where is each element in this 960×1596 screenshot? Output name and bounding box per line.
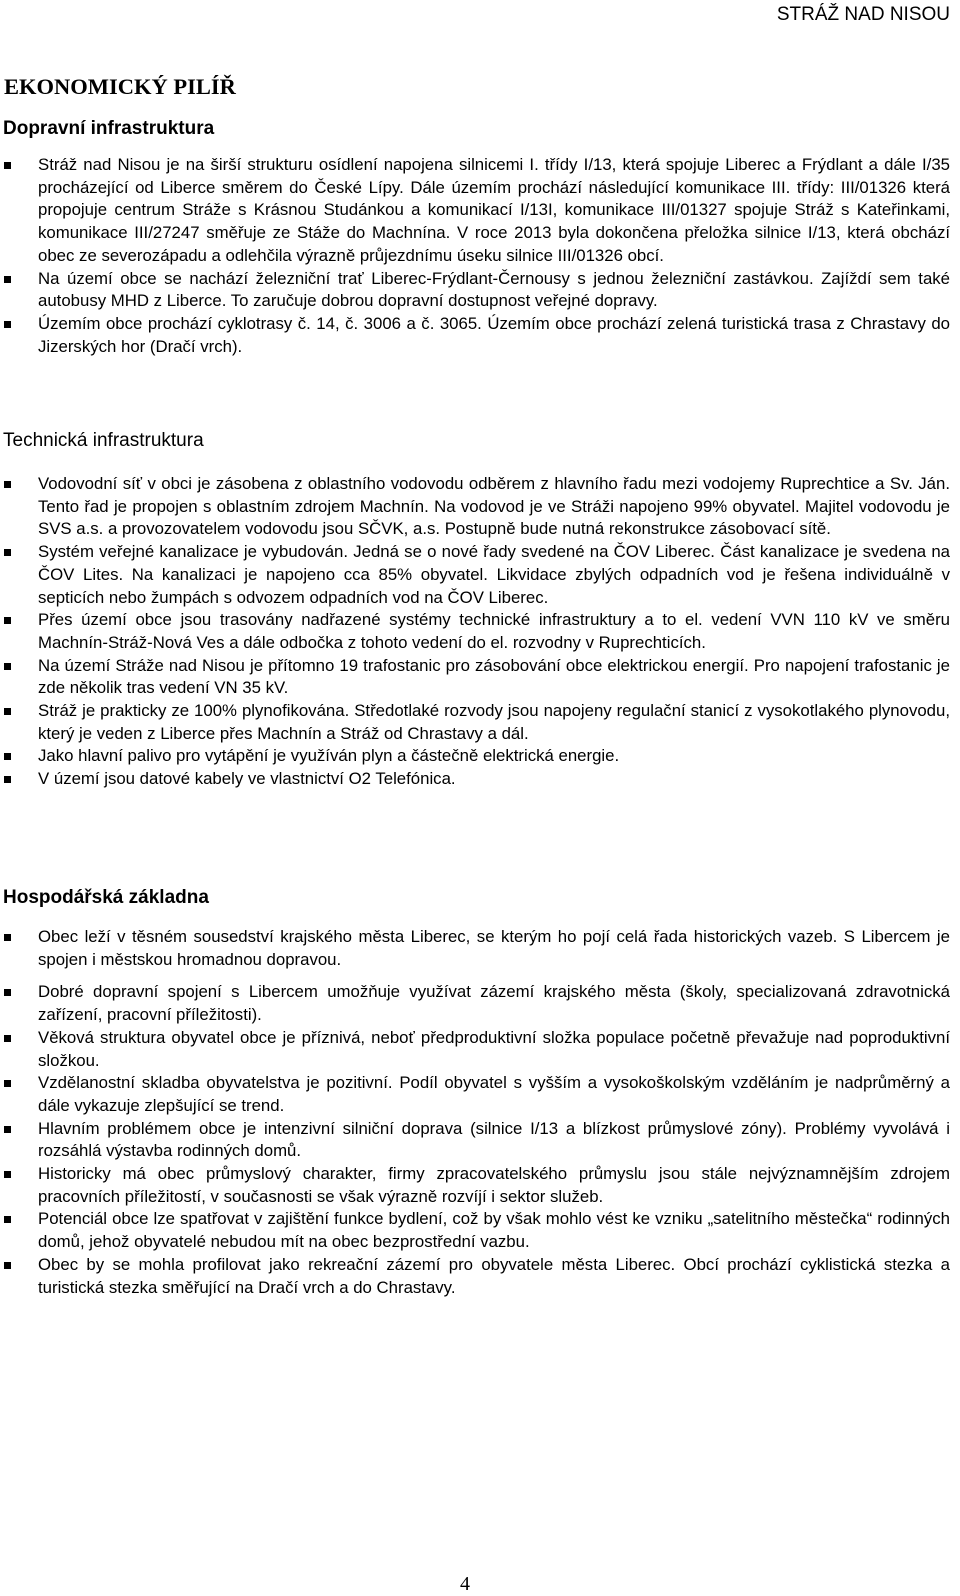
list-item-text: Stráž je prakticky ze 100% plynofikována. Středotlaké rozvody jsou napojeny regulační stanicí z vysokotlakého plynovodu, který je veden z Liberce přes Machnín a Stráž od Chrastavy a dál. [38,701,950,743]
economic-list [0,926,950,1299]
square-bullet-icon [4,1035,11,1042]
square-bullet-icon [4,1171,11,1178]
square-bullet-icon [4,481,11,488]
square-bullet-icon [4,549,11,556]
list-item [0,473,950,541]
list-item-text: Územím obce prochází cyklotrasy č. 14, č. 3006 a č. 3065. Územím obce prochází zelená turistická trasa z Chrastavy do Jizerských hor (Dračí vrch). [38,313,950,356]
list-item [0,745,950,768]
square-bullet-icon [4,1262,11,1269]
section-heading-technical: Technická infrastruktura [3,430,204,451]
square-bullet-icon [4,776,11,783]
list-item [0,154,950,268]
list-item-text: Přes území obce jsou trasovány nadřazené systémy technické infrastruktury a to el. vedení VVN 110 kV ve směru Machnín-Stráž-Nová Ves a dále odbočka z tohoto vedení do el. rozvodny v Ruprechticích. [38,610,950,652]
list-item-text: Věková struktura obyvatel obce je příznivá, neboť předproduktivní složka populace početně převažuje nad poproduktivní složkou. [38,1027,950,1070]
list-item [0,1027,950,1072]
list-item-text: Historicky má obec průmyslový charakter, firmy zpracovatelského průmyslu jsou stále nejvýznamnějším zdrojem pracovních příležitostí, v současnosti se však výrazně rozvíjí i sektor služeb. [38,1164,950,1206]
list-item-text: Obec leží v těsném sousedství krajského města Liberec, se kterým ho pojí celá řada historických vazeb. S Libercem je spojen i městskou hromadnou dopravou. [38,927,950,969]
list-item [0,768,950,791]
list-item [0,1208,950,1253]
square-bullet-icon [4,934,11,941]
list-item [0,1163,950,1208]
list-item [0,313,950,358]
list-item-text: Na území obce se nachází železniční trať Liberec-Frýdlant-Černousy s jednou železniční zastávkou. Zajíždí sem také autobusy MHD z Liberce. To zaručuje dobrou dopravní dostupnost veřejné dopravy. [38,268,950,311]
square-bullet-icon [4,989,11,996]
page-title: EKONOMICKÝ PILÍŘ [4,74,236,99]
list-item-text: Vzdělanostní skladba obyvatelstva je pozitivní. Podíl obyvatel s vyšším a vysokoškolským vzděláním je nadprůměrný a dále vykazuje zlepšující se trend. [38,1073,950,1115]
list-item-text: Na území Stráže nad Nisou je přítomno 19 trafostanic pro zásobování obce elektrickou energií. Pro napojení trafostanic je zde několik tras vedení VN 35 kV. [38,655,950,698]
list-item-text: Stráž nad Nisou je na širší strukturu osídlení napojena silnicemi I. třídy I/13, která spojuje Liberec a Frýdlant a dále I/35 procházející od Liberce směrem do České Lípy. Dále územím prochází následující komunikace III. třídy: III/01326 která propojuje centrum Stráže s Krásnou Studánkou a komunikací I/13I, komunikace III/01327 spojuje Stráž s Kateřinkami, komunikace III/27247 směřuje ze Stáže do Machnína. V roce 2013 byla dokončena přeložka silnice I/13, která obchází obec ze severozápadu a odlehčila výrazně průjezdnímu úseku silnice III/01326 obcí. [38,155,950,265]
list-item [0,541,950,609]
list-item-text: V území jsou datové kabely ve vlastnictví O2 Telefónica. [38,769,456,789]
section-heading-economic: Hospodářská základna [3,887,209,908]
list-item-text: Hlavním problémem obce je intenzivní silniční doprava (silnice I/13 a blízkost průmyslové zóny). Problémy vyvolává i rozsáhlá výstavba rodinných domů. [38,1118,950,1161]
list-item [0,1072,950,1117]
list-item-text: Dobré dopravní spojení s Libercem umožňuje využívat zázemí krajského města (školy, specializovaná zdravotnická zařízení, pracovní příležitosti). [38,982,950,1025]
list-item-text: Potenciál obce lze spatřovat v zajištění funkce bydlení, což by však mohlo vést ke vzniku „satelitního městečka“ rodinných domů, jehož obyvatelé nebudou mít na obec bezprostřední vazbu. [38,1209,950,1252]
square-bullet-icon [4,276,11,283]
square-bullet-icon [4,1126,11,1133]
square-bullet-icon [4,1216,11,1223]
list-item-text: Systém veřejné kanalizace je vybudován. Jedná se o nové řady svedené na ČOV Liberec. Část kanalizace je svedena na ČOV Lites. Na kanalizaci je napojeno cca 85% obyvatel. Likvidace zbylých odpadních vod je řešena individuálně v septicích nebo žumpách s odvozem odpadních vod na ČOV Liberec. [38,542,950,607]
running-header: STRÁŽ NAD NISOU [776,4,950,25]
list-item [0,655,950,700]
square-bullet-icon [4,753,11,760]
list-item [0,700,950,745]
transport-list [0,154,950,358]
list-item [0,926,950,971]
section-heading-transport: Dopravní infrastruktura [3,118,215,139]
square-bullet-icon [4,162,11,169]
list-item [0,609,950,654]
square-bullet-icon [4,617,11,624]
list-item-text: Vodovodní síť v obci je zásobena z oblastního vodovodu odběrem z hlavního řadu mezi vodojemy Ruprechtice a Sv. Ján. Tento řad je propojen s oblastním zdrojem Machnín. Na vodovod je ve Stráži napojeno 99% obyvatel. Majitel vodovodu je SVS a.s. a provozovatelem vodovodu jsou SČVK, a.s. Postupně bude nutná rekonstrukce zásobovací sítě. [38,474,950,539]
list-item [0,268,950,313]
technical-list [0,473,950,791]
square-bullet-icon [4,321,11,328]
list-item-text: Jako hlavní palivo pro vytápění je využíván plyn a částečně elektrická energie. [38,746,620,766]
square-bullet-icon [4,1080,11,1087]
list-item [0,1254,950,1299]
square-bullet-icon [4,708,11,715]
square-bullet-icon [4,663,11,670]
list-item [0,981,950,1026]
page-number: 4 [460,1573,470,1595]
list-item-text: Obec by se mohla profilovat jako rekreační zázemí pro obyvatele města Liberec. Obcí prochází cyklistická stezka a turistická stezka směřující na Dračí vrch a do Chrastavy. [38,1254,950,1297]
list-item [0,1118,950,1163]
